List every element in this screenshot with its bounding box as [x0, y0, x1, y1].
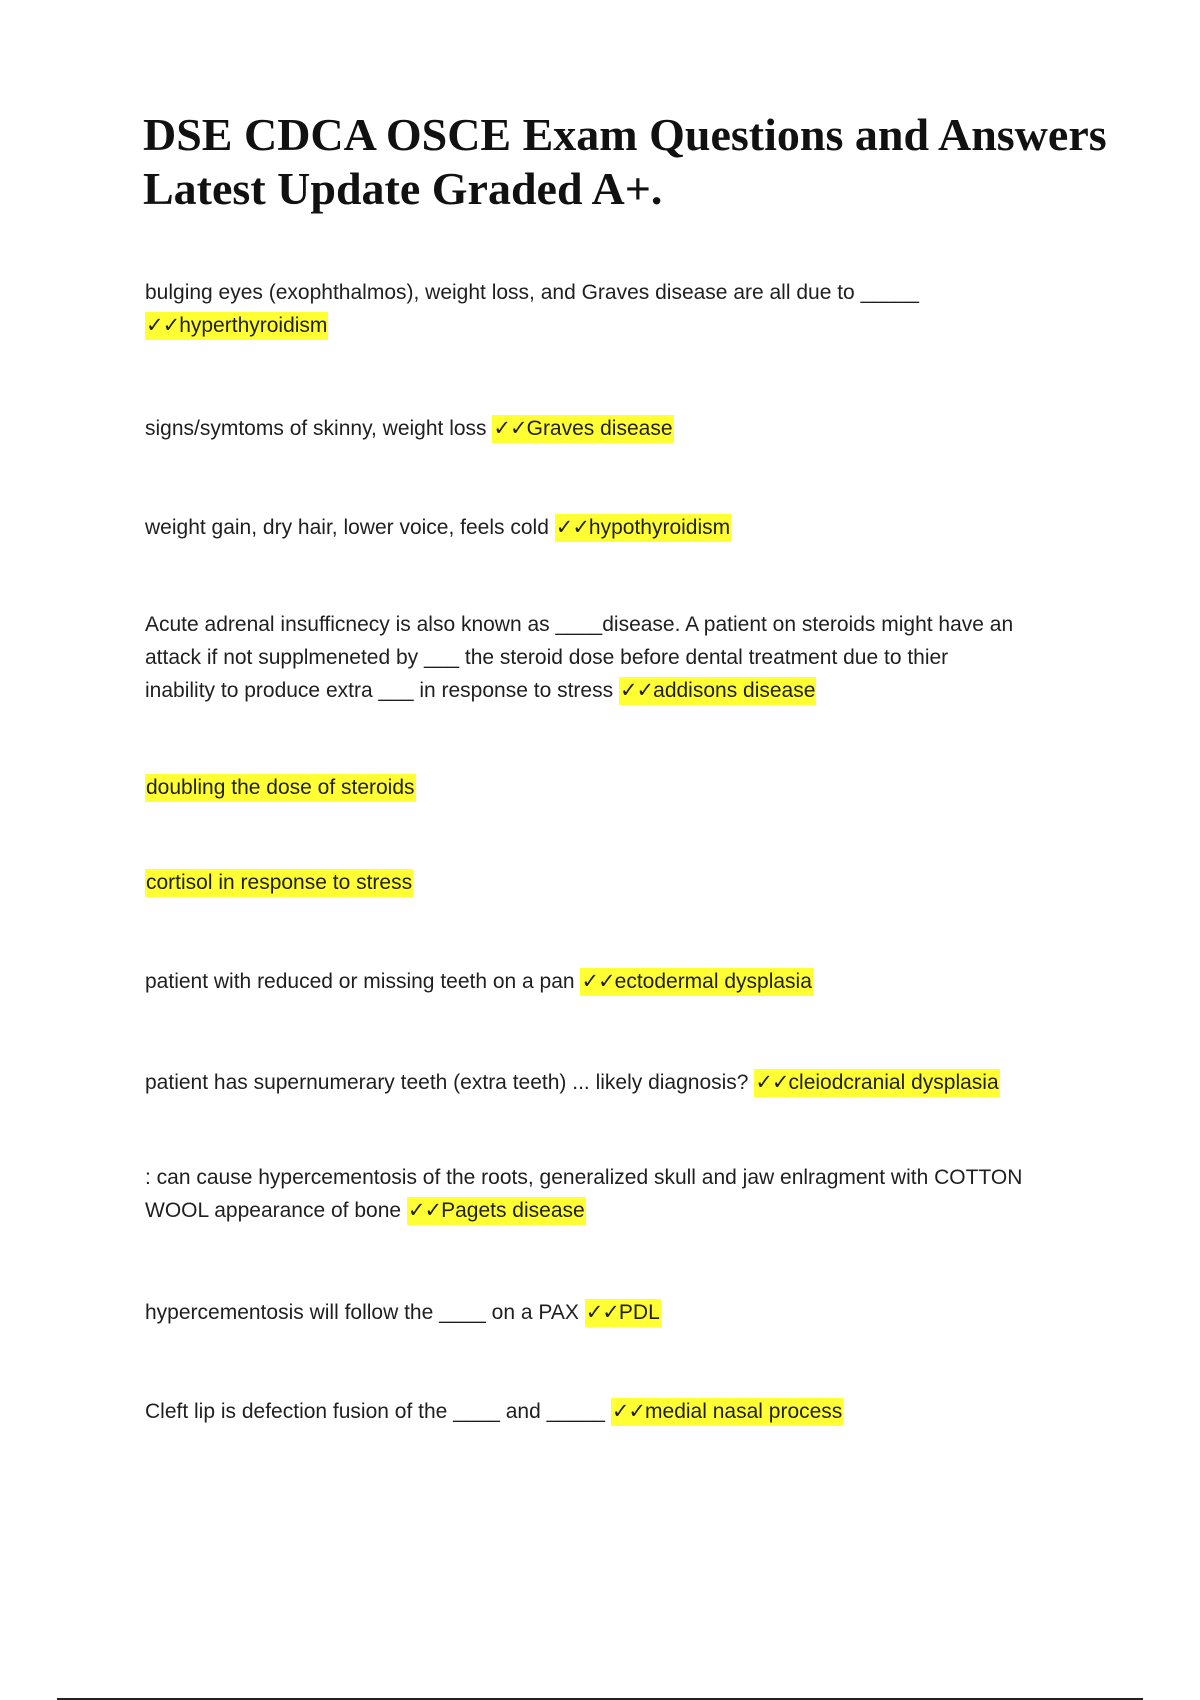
double-check-icon: ✓✓: [611, 1400, 646, 1423]
question-text: inability to produce extra ___ in response to stress: [145, 679, 619, 702]
question-text: patient has supernumerary teeth (extra teeth) ... likely diagnosis?: [145, 1071, 755, 1094]
qa-item-2: [145, 412, 1085, 445]
qa-item-1: [145, 276, 1085, 342]
double-check-icon: ✓✓: [493, 417, 527, 440]
double-check-icon: ✓✓: [585, 1301, 619, 1324]
qa-item-8: [145, 1066, 1085, 1099]
question-text: signs/symtoms of skinny, weight loss: [145, 417, 493, 440]
question-text: patient with reduced or missing teeth on a pan: [145, 970, 581, 993]
answer-highlight: [555, 514, 731, 542]
question-text: WOOL appearance of bone: [145, 1199, 407, 1222]
double-check-icon: ✓✓: [581, 970, 615, 993]
double-check-icon: ✓✓: [619, 679, 654, 702]
qa-item-3: [145, 511, 1085, 544]
answer-highlight: [145, 312, 328, 340]
answer-text: addisons disease: [653, 679, 816, 702]
answer-highlight: [619, 677, 816, 705]
question-text: Acute adrenal insufficnecy is also known as ____disease. A patient on steroids might have an: [145, 613, 1014, 636]
answer-text: PDL: [618, 1301, 660, 1324]
question-text: bulging eyes (exophthalmos), weight loss, and Graves disease are all due to _____: [145, 281, 919, 304]
answer-highlight: doubling the dose of steroids: [145, 774, 416, 802]
answer-highlight: cortisol in response to stress: [145, 869, 413, 897]
question-text: : can cause hypercementosis of the roots, generalized skull and jaw enlragment with COTTON: [145, 1166, 1023, 1189]
answer-highlight: [407, 1197, 586, 1225]
title-line-2: Latest Update Graded A+.: [143, 163, 663, 214]
answer-text: cleiodcranial dysplasia: [788, 1071, 999, 1094]
double-check-icon: ✓✓: [555, 516, 589, 539]
answer-text: hypothyroidism: [588, 516, 731, 539]
double-check-icon: ✓✓: [407, 1199, 442, 1222]
answer-text: hyperthyroidism: [179, 314, 328, 337]
question-text: attack if not supplmeneted by ___ the steroid dose before dental treatment due to thier: [145, 646, 949, 669]
qa-item-7: [145, 965, 1085, 998]
answer-text: Graves disease: [526, 417, 673, 440]
answer-highlight: [492, 415, 673, 443]
answer-text: ectodermal dysplasia: [614, 970, 812, 993]
question-text: Cleft lip is defection fusion of the ____ and _____: [145, 1400, 611, 1423]
double-check-icon: ✓✓: [755, 1071, 789, 1094]
answer-text: Pagets disease: [441, 1199, 585, 1222]
question-text: weight gain, dry hair, lower voice, feels cold: [145, 516, 555, 539]
double-check-icon: ✓✓: [146, 314, 180, 337]
answer-highlight: [611, 1398, 843, 1426]
qa-item-5: [145, 771, 1085, 804]
qa-item-9: [145, 1161, 1085, 1227]
answer-highlight: [754, 1069, 999, 1097]
answer-text: medial nasal process: [645, 1400, 843, 1423]
answer-highlight: [580, 968, 812, 996]
qa-item-4: [145, 608, 1085, 707]
question-text: hypercementosis will follow the ____ on a PAX: [145, 1301, 585, 1324]
qa-item-6: [145, 866, 1085, 899]
answer-highlight: [585, 1299, 661, 1327]
document-title: [143, 108, 1193, 216]
title-line-1: DSE CDCA OSCE Exam Questions and Answers: [143, 109, 1107, 160]
qa-item-10: [145, 1296, 1085, 1329]
qa-item-11: [145, 1395, 1085, 1428]
